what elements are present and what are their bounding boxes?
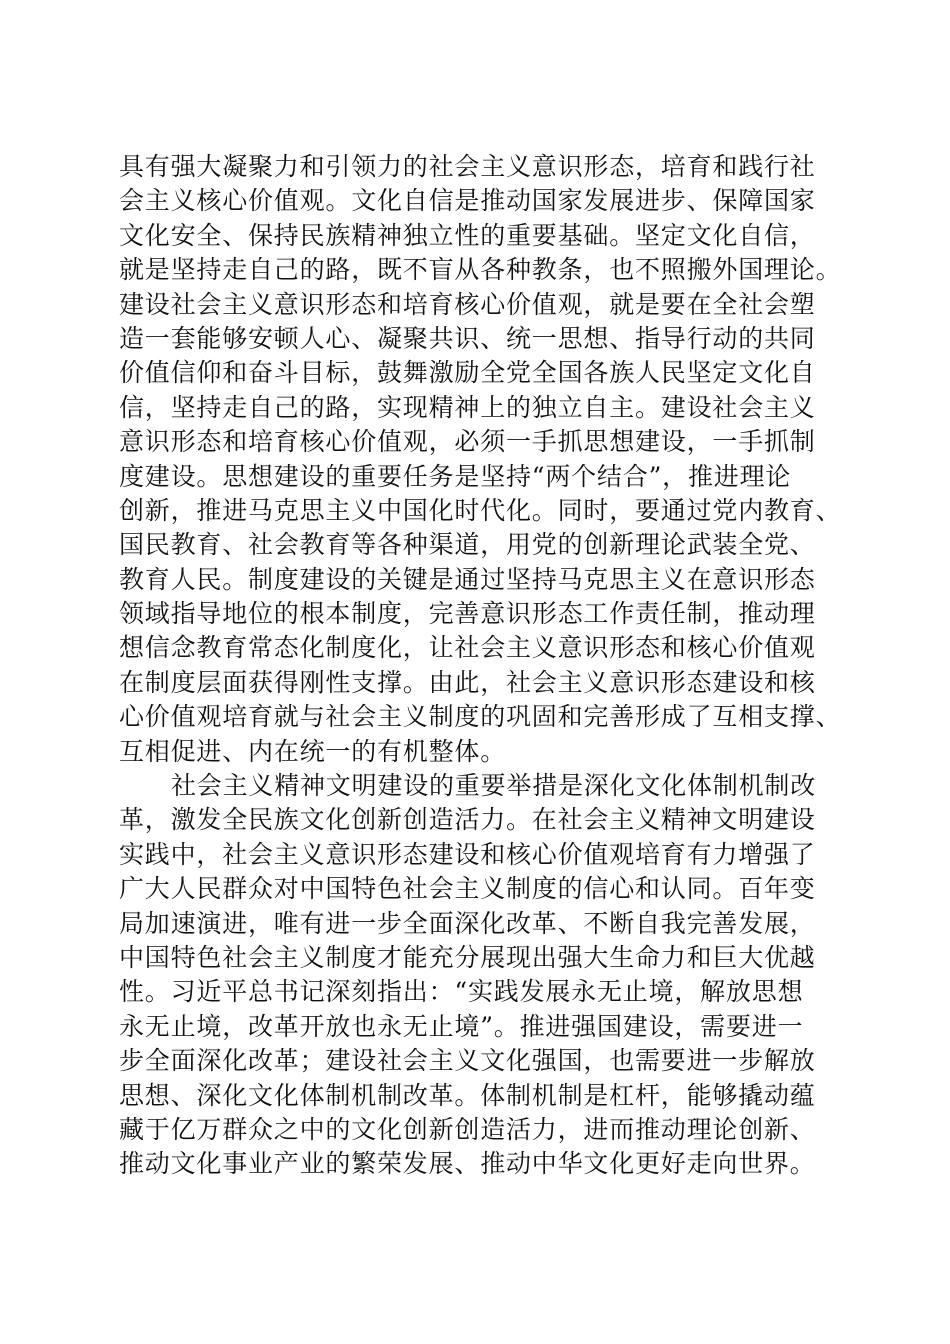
text-line: 局加速演进，唯有进一步全面深化改革、不断自我完善发展， xyxy=(119,908,816,938)
text-line: 想信念教育常态化制度化，让社会主义意识形态和核心价值观 xyxy=(119,633,816,663)
text-line: 心价值观培育就与社会主义制度的巩固和完善形成了互相支撑、 xyxy=(119,702,842,732)
body-text xyxy=(119,150,842,1182)
text-line: 藏于亿万群众之中的文化创新创造活力，进而推动理论创新、 xyxy=(119,1114,816,1144)
text-line: 领域指导地位的根本制度，完善意识形态工作责任制，推动理 xyxy=(119,599,816,629)
text-line-indented: 社会主义精神文明建设的重要举措是深化文化体制机制改 xyxy=(171,771,817,801)
text-line: 造一套能够安顿人心、凝聚共识、统一思想、指导行动的共同 xyxy=(119,323,816,353)
text-line: 教育人民。制度建设的关键是通过坚持马克思主义在意识形态 xyxy=(119,564,816,594)
text-line: 实践中，社会主义意识形态建设和核心价值观培育有力增强了 xyxy=(119,839,816,869)
text-line: 文化安全、保持民族精神独立性的重要基础。坚定文化自信， xyxy=(119,220,816,250)
text-line: 互相促进、内在统一的有机整体。 xyxy=(119,736,507,766)
text-line: 在制度层面获得刚性支撑。由此，社会主义意识形态建设和核 xyxy=(119,667,816,697)
text-line: 建设社会主义意识形态和培育核心价值观，就是要在全社会塑 xyxy=(119,289,816,319)
text-line: 度建设。思想建设的重要任务是坚持“两个结合”，推进理论 xyxy=(119,461,792,491)
text-line: 具有强大凝聚力和引领力的社会主义意识形态，培育和践行社 xyxy=(119,152,816,181)
text-line: 创新，推进马克思主义中国化时代化。同时，要通过党内教育、 xyxy=(119,495,842,525)
text-line: 性。习近平总书记深刻指出：“实践发展永无止境，解放思想 xyxy=(119,977,804,1007)
text-line: 推动文化事业产业的繁荣发展、推动中华文化更好走向世界。 xyxy=(119,1149,816,1179)
text-line: 国民教育、社会教育等各种渠道，用党的创新理论武装全党、 xyxy=(119,530,816,560)
text-line: 中国特色社会主义制度才能充分展现出强大生命力和巨大优越 xyxy=(119,942,816,972)
text-line: 会主义核心价值观。文化自信是推动国家发展进步、保障国家 xyxy=(119,186,816,216)
text-line: 思想、深化文化体制机制改革。体制机制是杠杆，能够撬动蕴 xyxy=(119,1080,816,1110)
paragraph-2 xyxy=(119,769,839,1182)
text-line: 步全面深化改革；建设社会主义文化强国，也需要进一步解放 xyxy=(119,1046,816,1076)
paragraph-1 xyxy=(119,150,842,769)
text-line: 就是坚持走自己的路，既不盲从各种教条，也不照搬外国理论。 xyxy=(119,255,842,285)
text-line: 信，坚持走自己的路，实现精神上的独立自主。建设社会主义 xyxy=(119,392,816,422)
text-line: 革，激发全民族文化创新创造活力。在社会主义精神文明建设 xyxy=(119,805,816,835)
text-line: 价值信仰和奋斗目标，鼓舞激励全党全国各族人民坚定文化自 xyxy=(119,358,816,388)
text-line: 意识形态和培育核心价值观，必须一手抓思想建设，一手抓制 xyxy=(119,427,816,457)
text-line: 永无止境，改革开放也永无止境”。推进强国建设，需要进一 xyxy=(119,1011,804,1041)
text-line: 广大人民群众对中国特色社会主义制度的信心和认同。百年变 xyxy=(119,874,816,904)
